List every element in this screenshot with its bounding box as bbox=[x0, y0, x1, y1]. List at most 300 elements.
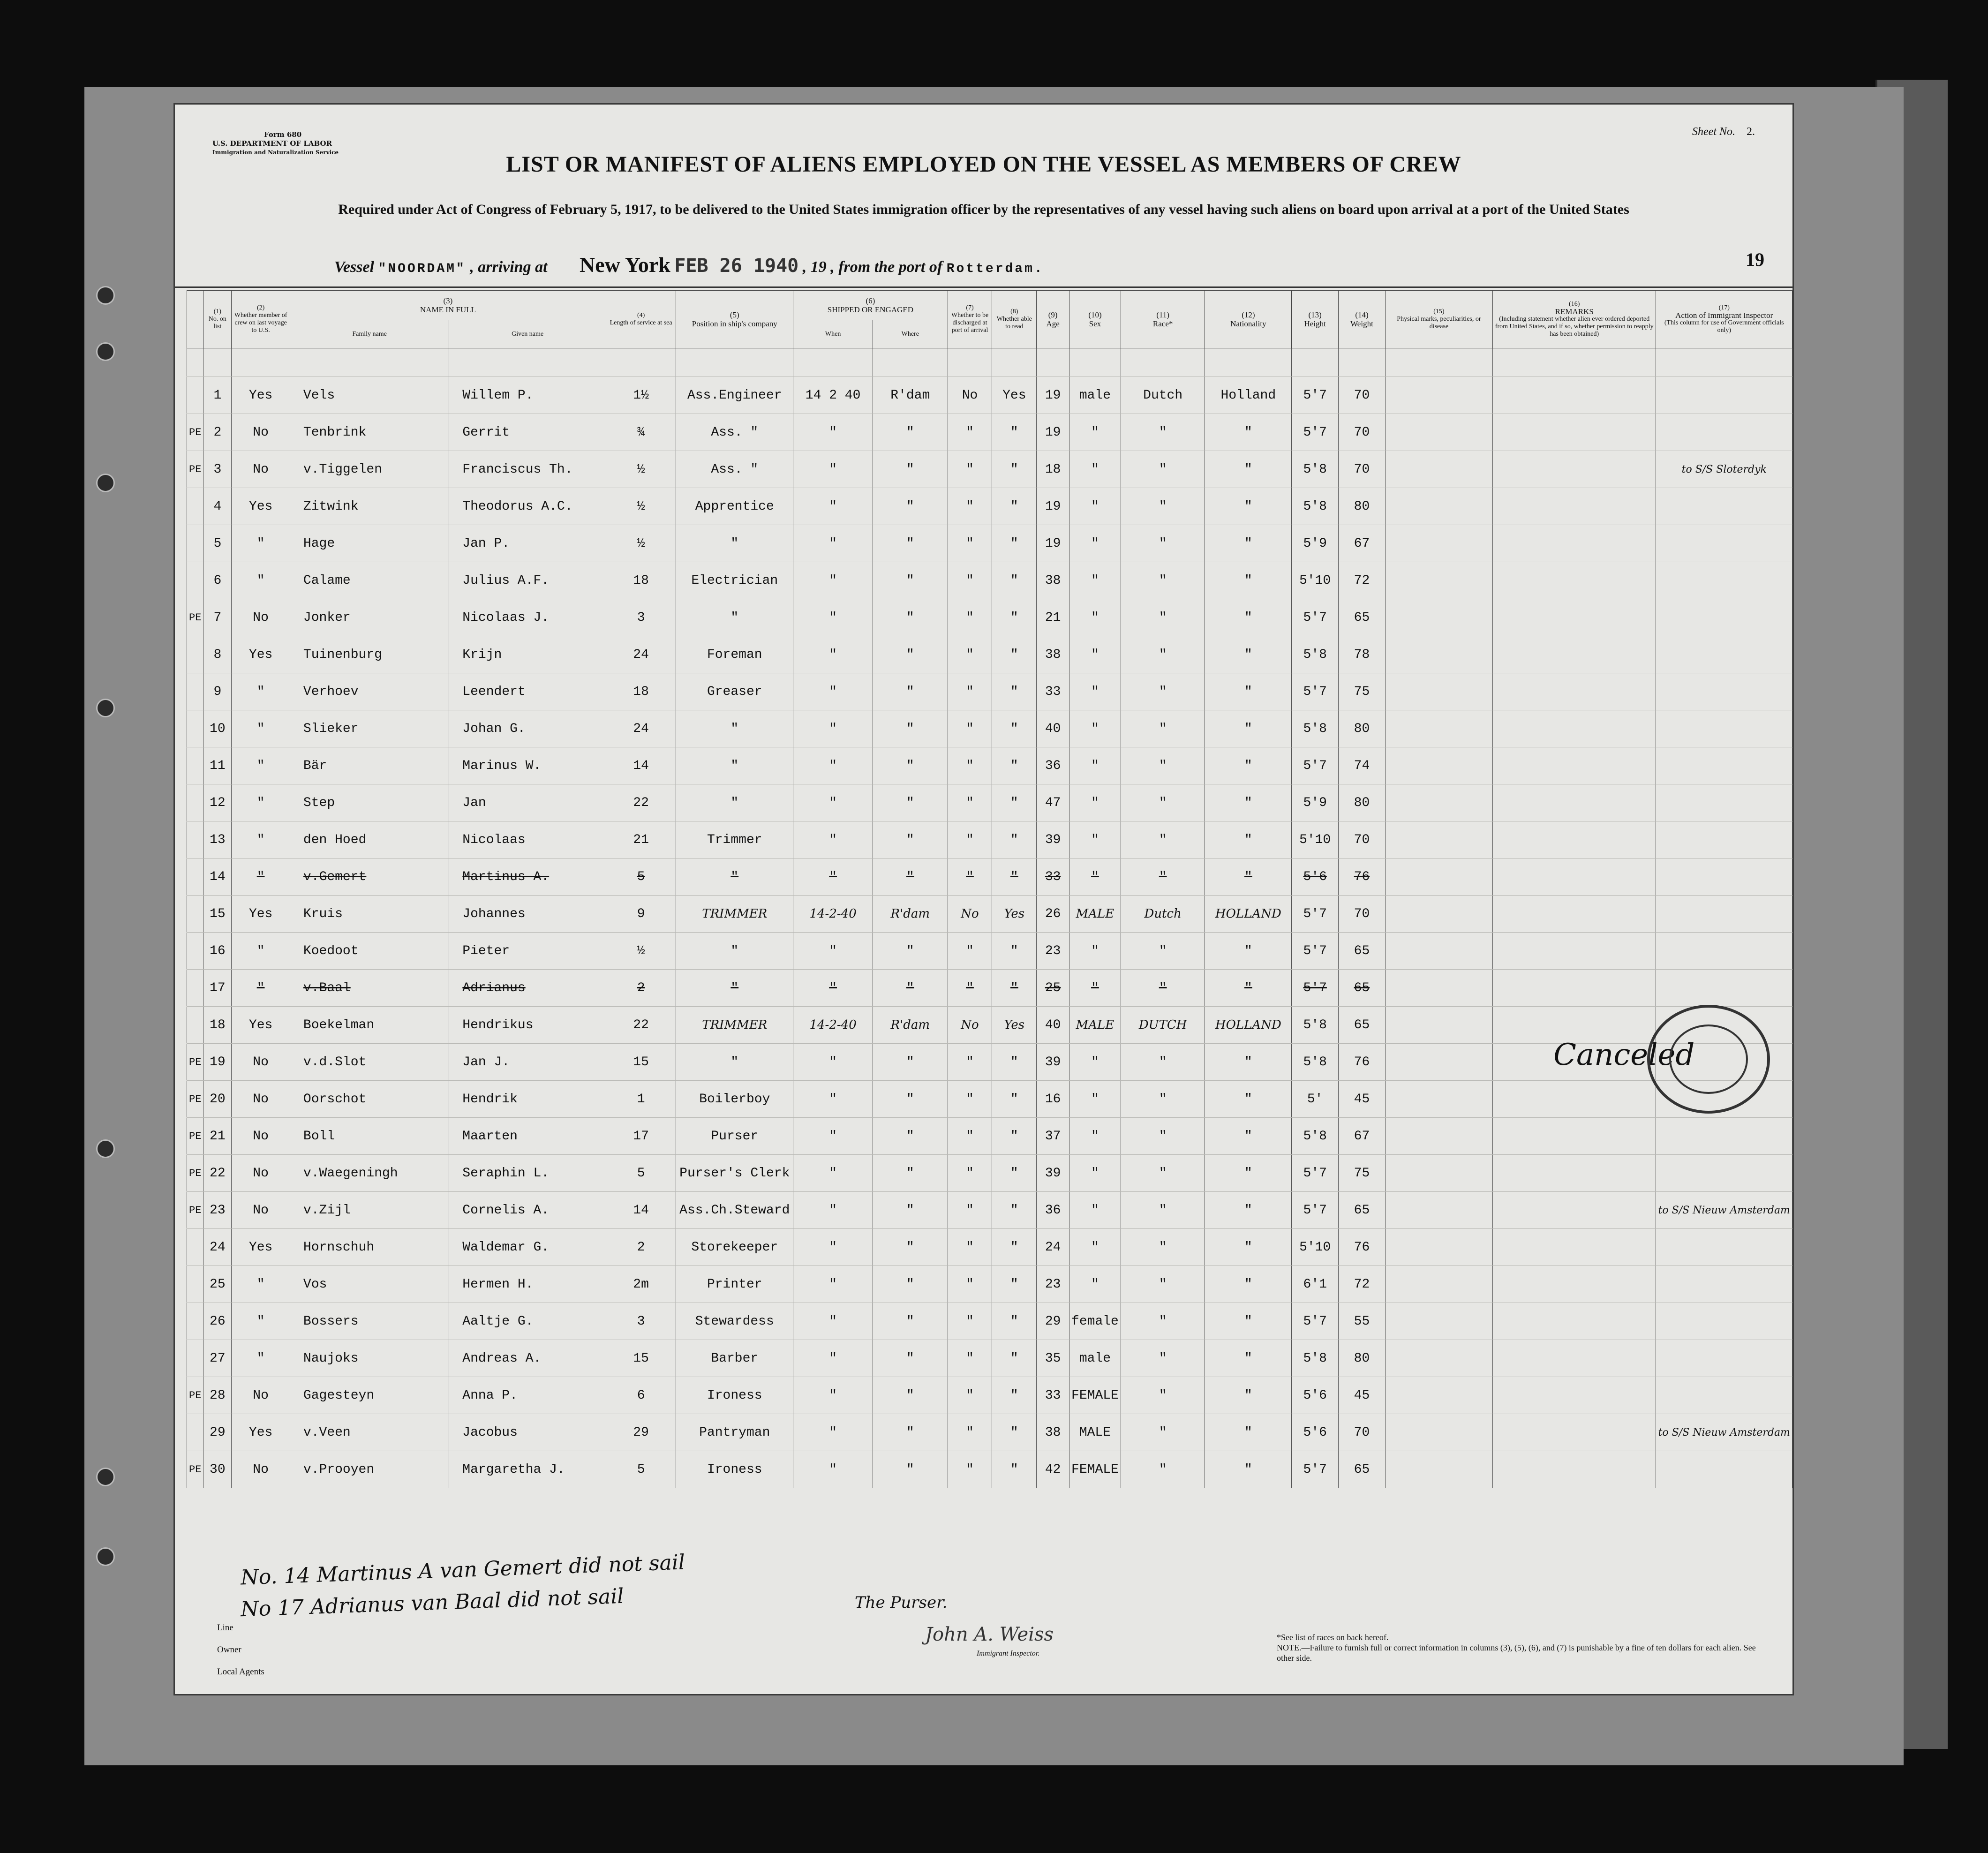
row-action bbox=[1656, 710, 1792, 747]
row-position: Ass.Engineer bbox=[676, 377, 793, 414]
row-number: 3 bbox=[203, 451, 232, 488]
row-read: " bbox=[992, 970, 1037, 1007]
row-position: Purser bbox=[676, 1118, 793, 1155]
row-family-name: Verhoev bbox=[290, 673, 449, 710]
spacer-row bbox=[187, 348, 1792, 377]
col-read: (8) Whether able to read bbox=[992, 291, 1037, 348]
row-sex: " bbox=[1069, 1081, 1121, 1118]
table-row bbox=[187, 1118, 1792, 1155]
row-mark: PE bbox=[187, 599, 203, 636]
row-read: " bbox=[992, 451, 1037, 488]
row-physical bbox=[1385, 451, 1492, 488]
row-family-name: v.Veen bbox=[290, 1414, 449, 1451]
row-when: " bbox=[793, 1414, 873, 1451]
row-sex: " bbox=[1069, 673, 1121, 710]
row-remarks bbox=[1492, 1266, 1656, 1303]
consulate-seal bbox=[1647, 1005, 1770, 1114]
row-number: 9 bbox=[203, 673, 232, 710]
table-row bbox=[187, 414, 1792, 451]
row-read: " bbox=[992, 1229, 1037, 1266]
row-nationality: " bbox=[1205, 1266, 1292, 1303]
row-discharged: " bbox=[948, 1081, 992, 1118]
row-discharged: " bbox=[948, 1451, 992, 1488]
row-weight: 74 bbox=[1339, 747, 1386, 784]
row-number: 28 bbox=[203, 1377, 232, 1414]
row-where: " bbox=[873, 821, 948, 859]
col-position: (5) Position in ship's company bbox=[676, 291, 793, 348]
row-family-name: Tenbrink bbox=[290, 414, 449, 451]
row-read: Yes bbox=[992, 377, 1037, 414]
row-given-name: Jan bbox=[449, 784, 606, 821]
row-when: " bbox=[793, 1266, 873, 1303]
row-age: 36 bbox=[1037, 747, 1069, 784]
row-height: 5'9 bbox=[1292, 784, 1339, 821]
row-where: " bbox=[873, 1081, 948, 1118]
footnote bbox=[1277, 1632, 1769, 1663]
row-remarks bbox=[1492, 1451, 1656, 1488]
table-row bbox=[187, 1377, 1792, 1414]
table-row bbox=[187, 784, 1792, 821]
row-discharged: " bbox=[948, 562, 992, 599]
row-last-voyage: " bbox=[232, 784, 290, 821]
row-race: " bbox=[1121, 451, 1205, 488]
row-when: " bbox=[793, 1303, 873, 1340]
row-service: 14 bbox=[606, 1192, 676, 1229]
footnote-races: *See list of races on back hereof. bbox=[1277, 1633, 1389, 1642]
row-read: " bbox=[992, 710, 1037, 747]
row-action bbox=[1656, 414, 1792, 451]
row-last-voyage: " bbox=[232, 1303, 290, 1340]
row-nationality: " bbox=[1205, 859, 1292, 896]
row-family-name: v.Prooyen bbox=[290, 1451, 449, 1488]
row-discharged: " bbox=[948, 1118, 992, 1155]
inspector-label: Immigrant Inspector. bbox=[977, 1650, 1040, 1657]
vessel-label: Vessel bbox=[334, 258, 374, 276]
row-weight: 55 bbox=[1339, 1303, 1386, 1340]
row-nationality: " bbox=[1205, 1044, 1292, 1081]
row-service: 29 bbox=[606, 1414, 676, 1451]
row-race: Dutch bbox=[1121, 896, 1205, 933]
row-sex: " bbox=[1069, 1118, 1121, 1155]
row-when: 14 2 40 bbox=[793, 377, 873, 414]
row-race: " bbox=[1121, 1303, 1205, 1340]
row-read: " bbox=[992, 636, 1037, 673]
row-given-name: Krijn bbox=[449, 636, 606, 673]
row-read: " bbox=[992, 525, 1037, 562]
row-remarks bbox=[1492, 784, 1656, 821]
row-nationality: " bbox=[1205, 784, 1292, 821]
row-discharged: " bbox=[948, 414, 992, 451]
row-read: " bbox=[992, 1081, 1037, 1118]
row-service: 22 bbox=[606, 1007, 676, 1044]
row-where: " bbox=[873, 525, 948, 562]
row-read: " bbox=[992, 1340, 1037, 1377]
row-when: " bbox=[793, 1451, 873, 1488]
row-service: 18 bbox=[606, 562, 676, 599]
row-remarks bbox=[1492, 451, 1656, 488]
row-sex: " bbox=[1069, 970, 1121, 1007]
col-nationality: (12) Nationality bbox=[1205, 291, 1292, 348]
row-remarks bbox=[1492, 710, 1656, 747]
row-nationality: " bbox=[1205, 562, 1292, 599]
row-nationality: " bbox=[1205, 1451, 1292, 1488]
row-when: " bbox=[793, 1044, 873, 1081]
row-position: " bbox=[676, 599, 793, 636]
row-when: " bbox=[793, 1377, 873, 1414]
col-race: (11) Race* bbox=[1121, 291, 1205, 348]
row-when: " bbox=[793, 1192, 873, 1229]
row-given-name: Jan P. bbox=[449, 525, 606, 562]
row-height: 5'8 bbox=[1292, 1007, 1339, 1044]
table-row bbox=[187, 562, 1792, 599]
inspector-signature: John A. Weiss bbox=[925, 1624, 1054, 1645]
row-service: 2 bbox=[606, 970, 676, 1007]
row-number: 19 bbox=[203, 1044, 232, 1081]
row-height: 5'7 bbox=[1292, 933, 1339, 970]
row-where: " bbox=[873, 1192, 948, 1229]
row-read: " bbox=[992, 1044, 1037, 1081]
row-number: 11 bbox=[203, 747, 232, 784]
row-position: " bbox=[676, 784, 793, 821]
row-read: " bbox=[992, 933, 1037, 970]
row-read: " bbox=[992, 1118, 1037, 1155]
row-service: 15 bbox=[606, 1340, 676, 1377]
row-remarks bbox=[1492, 1414, 1656, 1451]
table-row bbox=[187, 1340, 1792, 1377]
row-mark: PE bbox=[187, 1192, 203, 1229]
row-age: 37 bbox=[1037, 1118, 1069, 1155]
row-height: 5'7 bbox=[1292, 1303, 1339, 1340]
row-physical bbox=[1385, 970, 1492, 1007]
row-height: 5'6 bbox=[1292, 1414, 1339, 1451]
row-position: " bbox=[676, 933, 793, 970]
row-mark bbox=[187, 1414, 203, 1451]
row-physical bbox=[1385, 1155, 1492, 1192]
row-read: " bbox=[992, 1266, 1037, 1303]
row-remarks bbox=[1492, 414, 1656, 451]
row-sex: " bbox=[1069, 488, 1121, 525]
row-where: " bbox=[873, 1414, 948, 1451]
row-mark bbox=[187, 933, 203, 970]
row-nationality: " bbox=[1205, 673, 1292, 710]
row-given-name: Franciscus Th. bbox=[449, 451, 606, 488]
row-sex: " bbox=[1069, 747, 1121, 784]
row-service: ½ bbox=[606, 451, 676, 488]
row-remarks bbox=[1492, 1081, 1656, 1118]
row-read: " bbox=[992, 1414, 1037, 1451]
row-race: DUTCH bbox=[1121, 1007, 1205, 1044]
row-action bbox=[1656, 1155, 1792, 1192]
row-physical bbox=[1385, 1340, 1492, 1377]
binder-hole bbox=[96, 342, 115, 361]
row-sex: " bbox=[1069, 1229, 1121, 1266]
row-when: " bbox=[793, 1155, 873, 1192]
row-action bbox=[1656, 784, 1792, 821]
col-no: (1) No. on list bbox=[203, 291, 232, 348]
row-discharged: No bbox=[948, 377, 992, 414]
table-row bbox=[187, 525, 1792, 562]
row-where: " bbox=[873, 784, 948, 821]
arrival-port: New York bbox=[580, 253, 670, 277]
table-row bbox=[187, 1451, 1792, 1488]
row-discharged: " bbox=[948, 1414, 992, 1451]
row-age: 19 bbox=[1037, 488, 1069, 525]
row-family-name: den Hoed bbox=[290, 821, 449, 859]
row-weight: 70 bbox=[1339, 896, 1386, 933]
row-given-name: Nicolaas bbox=[449, 821, 606, 859]
row-race: " bbox=[1121, 1266, 1205, 1303]
row-position: Storekeeper bbox=[676, 1229, 793, 1266]
row-position: Foreman bbox=[676, 636, 793, 673]
row-sex: MALE bbox=[1069, 896, 1121, 933]
row-age: 19 bbox=[1037, 414, 1069, 451]
row-mark bbox=[187, 673, 203, 710]
row-family-name: Hage bbox=[290, 525, 449, 562]
row-sex: MALE bbox=[1069, 1007, 1121, 1044]
row-sex: " bbox=[1069, 710, 1121, 747]
row-when: " bbox=[793, 451, 873, 488]
row-action bbox=[1656, 859, 1792, 896]
row-mark bbox=[187, 747, 203, 784]
row-position: Ironess bbox=[676, 1377, 793, 1414]
row-number: 23 bbox=[203, 1192, 232, 1229]
row-discharged: " bbox=[948, 933, 992, 970]
row-age: 47 bbox=[1037, 784, 1069, 821]
row-race: " bbox=[1121, 747, 1205, 784]
row-when: " bbox=[793, 1229, 873, 1266]
row-height: 5'8 bbox=[1292, 488, 1339, 525]
row-position: Ironess bbox=[676, 1451, 793, 1488]
from-port-label: , from the port of bbox=[830, 258, 943, 276]
row-position: " bbox=[676, 1044, 793, 1081]
row-age: 29 bbox=[1037, 1303, 1069, 1340]
table-row bbox=[187, 1229, 1792, 1266]
row-height: 5'10 bbox=[1292, 1229, 1339, 1266]
row-number: 2 bbox=[203, 414, 232, 451]
row-family-name: v.Zijl bbox=[290, 1192, 449, 1229]
row-weight: 70 bbox=[1339, 821, 1386, 859]
row-discharged: " bbox=[948, 821, 992, 859]
row-read: " bbox=[992, 821, 1037, 859]
row-mark: PE bbox=[187, 451, 203, 488]
row-read: " bbox=[992, 1377, 1037, 1414]
row-read: " bbox=[992, 414, 1037, 451]
footnote-fine: NOTE.—Failure to furnish full or correct information in columns (3), (5), (6), and (7) is punishable by a fine of ten dollars for each alien. See other side. bbox=[1277, 1643, 1756, 1663]
row-age: 16 bbox=[1037, 1081, 1069, 1118]
row-height: 5'10 bbox=[1292, 562, 1339, 599]
row-race: Dutch bbox=[1121, 377, 1205, 414]
vessel-line bbox=[334, 249, 1774, 277]
row-last-voyage: " bbox=[232, 747, 290, 784]
row-last-voyage: " bbox=[232, 970, 290, 1007]
row-action bbox=[1656, 1451, 1792, 1488]
row-nationality: " bbox=[1205, 1340, 1292, 1377]
row-given-name: Martinus A. bbox=[449, 859, 606, 896]
row-family-name: Boekelman bbox=[290, 1007, 449, 1044]
row-age: 39 bbox=[1037, 1155, 1069, 1192]
row-last-voyage: Yes bbox=[232, 1229, 290, 1266]
row-number: 27 bbox=[203, 1340, 232, 1377]
row-last-voyage: No bbox=[232, 1155, 290, 1192]
row-service: ¾ bbox=[606, 414, 676, 451]
row-sex: " bbox=[1069, 1044, 1121, 1081]
row-service: ½ bbox=[606, 933, 676, 970]
row-last-voyage: " bbox=[232, 821, 290, 859]
row-when: 14-2-40 bbox=[793, 1007, 873, 1044]
row-race: " bbox=[1121, 636, 1205, 673]
row-given-name: Johan G. bbox=[449, 710, 606, 747]
col-given-name: Given name bbox=[449, 320, 606, 348]
row-when: " bbox=[793, 1081, 873, 1118]
row-physical bbox=[1385, 414, 1492, 451]
row-mark bbox=[187, 970, 203, 1007]
row-remarks bbox=[1492, 896, 1656, 933]
row-age: 26 bbox=[1037, 896, 1069, 933]
row-height: 5'9 bbox=[1292, 525, 1339, 562]
table-row bbox=[187, 747, 1792, 784]
row-number: 13 bbox=[203, 821, 232, 859]
row-number: 29 bbox=[203, 1414, 232, 1451]
row-mark: PE bbox=[187, 1044, 203, 1081]
row-race: " bbox=[1121, 1081, 1205, 1118]
row-where: " bbox=[873, 488, 948, 525]
col-blank bbox=[187, 291, 203, 348]
row-remarks bbox=[1492, 636, 1656, 673]
row-nationality: " bbox=[1205, 451, 1292, 488]
row-remarks bbox=[1492, 599, 1656, 636]
table-row bbox=[187, 1044, 1792, 1081]
from-port: Rotterdam. bbox=[946, 262, 1044, 276]
row-given-name: Maarten bbox=[449, 1118, 606, 1155]
row-position: TRIMMER bbox=[676, 1007, 793, 1044]
row-height: 5'7 bbox=[1292, 1192, 1339, 1229]
row-family-name: Bossers bbox=[290, 1303, 449, 1340]
row-family-name: Koedoot bbox=[290, 933, 449, 970]
row-given-name: Adrianus bbox=[449, 970, 606, 1007]
row-when: " bbox=[793, 970, 873, 1007]
row-service: 2m bbox=[606, 1266, 676, 1303]
col-height: (13) Height bbox=[1292, 291, 1339, 348]
table-row bbox=[187, 1303, 1792, 1340]
row-mark bbox=[187, 896, 203, 933]
row-nationality: Holland bbox=[1205, 377, 1292, 414]
row-family-name: v.Waegeningh bbox=[290, 1155, 449, 1192]
row-position: " bbox=[676, 710, 793, 747]
crew-manifest-table bbox=[187, 290, 1792, 1488]
row-position: " bbox=[676, 970, 793, 1007]
row-discharged: " bbox=[948, 747, 992, 784]
row-discharged: " bbox=[948, 784, 992, 821]
row-sex: " bbox=[1069, 525, 1121, 562]
row-discharged: " bbox=[948, 673, 992, 710]
row-nationality: " bbox=[1205, 599, 1292, 636]
row-where: " bbox=[873, 747, 948, 784]
row-weight: 45 bbox=[1339, 1081, 1386, 1118]
row-family-name: Kruis bbox=[290, 896, 449, 933]
row-nationality: " bbox=[1205, 1192, 1292, 1229]
row-position: Greaser bbox=[676, 673, 793, 710]
row-last-voyage: No bbox=[232, 414, 290, 451]
row-when: " bbox=[793, 599, 873, 636]
row-race: " bbox=[1121, 821, 1205, 859]
row-last-voyage: " bbox=[232, 673, 290, 710]
row-sex: FEMALE bbox=[1069, 1377, 1121, 1414]
row-weight: 72 bbox=[1339, 1266, 1386, 1303]
row-read: " bbox=[992, 1451, 1037, 1488]
row-last-voyage: Yes bbox=[232, 1414, 290, 1451]
row-number: 30 bbox=[203, 1451, 232, 1488]
row-given-name: Cornelis A. bbox=[449, 1192, 606, 1229]
col-service: (4) Length of service at sea bbox=[606, 291, 676, 348]
service: Immigration and Naturalization Service bbox=[212, 149, 339, 156]
row-service: 1½ bbox=[606, 377, 676, 414]
row-height: 5'8 bbox=[1292, 710, 1339, 747]
row-given-name: Gerrit bbox=[449, 414, 606, 451]
row-discharged: " bbox=[948, 1044, 992, 1081]
row-age: 40 bbox=[1037, 710, 1069, 747]
row-last-voyage: Yes bbox=[232, 1007, 290, 1044]
row-age: 24 bbox=[1037, 1229, 1069, 1266]
row-discharged: " bbox=[948, 525, 992, 562]
row-action bbox=[1656, 377, 1792, 414]
row-remarks bbox=[1492, 970, 1656, 1007]
row-service: 5 bbox=[606, 1155, 676, 1192]
row-last-voyage: " bbox=[232, 1266, 290, 1303]
row-nationality: " bbox=[1205, 1303, 1292, 1340]
row-physical bbox=[1385, 488, 1492, 525]
row-action bbox=[1656, 1303, 1792, 1340]
row-height: 5'8 bbox=[1292, 451, 1339, 488]
row-position: " bbox=[676, 747, 793, 784]
row-when: " bbox=[793, 636, 873, 673]
row-age: 38 bbox=[1037, 636, 1069, 673]
row-weight: 65 bbox=[1339, 1451, 1386, 1488]
row-family-name: Step bbox=[290, 784, 449, 821]
table-row bbox=[187, 673, 1792, 710]
row-mark: PE bbox=[187, 1081, 203, 1118]
row-remarks bbox=[1492, 1377, 1656, 1414]
row-age: 25 bbox=[1037, 970, 1069, 1007]
row-discharged: No bbox=[948, 896, 992, 933]
row-weight: 67 bbox=[1339, 1118, 1386, 1155]
row-weight: 80 bbox=[1339, 488, 1386, 525]
row-position: TRIMMER bbox=[676, 896, 793, 933]
row-action bbox=[1656, 1340, 1792, 1377]
row-nationality: " bbox=[1205, 1229, 1292, 1266]
row-weight: 70 bbox=[1339, 414, 1386, 451]
row-race: " bbox=[1121, 488, 1205, 525]
row-where: " bbox=[873, 1266, 948, 1303]
row-height: 5'10 bbox=[1292, 821, 1339, 859]
row-physical bbox=[1385, 1007, 1492, 1044]
row-read: Yes bbox=[992, 896, 1037, 933]
row-physical bbox=[1385, 1451, 1492, 1488]
table-row bbox=[187, 710, 1792, 747]
row-when: " bbox=[793, 784, 873, 821]
row-family-name: Boll bbox=[290, 1118, 449, 1155]
row-family-name: Oorschot bbox=[290, 1081, 449, 1118]
row-when: " bbox=[793, 821, 873, 859]
row-read: " bbox=[992, 747, 1037, 784]
row-race: " bbox=[1121, 562, 1205, 599]
table-row bbox=[187, 1266, 1792, 1303]
row-given-name: Hendrik bbox=[449, 1081, 606, 1118]
col-when: When bbox=[793, 320, 873, 348]
row-age: 23 bbox=[1037, 1266, 1069, 1303]
row-remarks bbox=[1492, 1118, 1656, 1155]
sheet-number bbox=[1692, 126, 1755, 138]
table-row bbox=[187, 488, 1792, 525]
